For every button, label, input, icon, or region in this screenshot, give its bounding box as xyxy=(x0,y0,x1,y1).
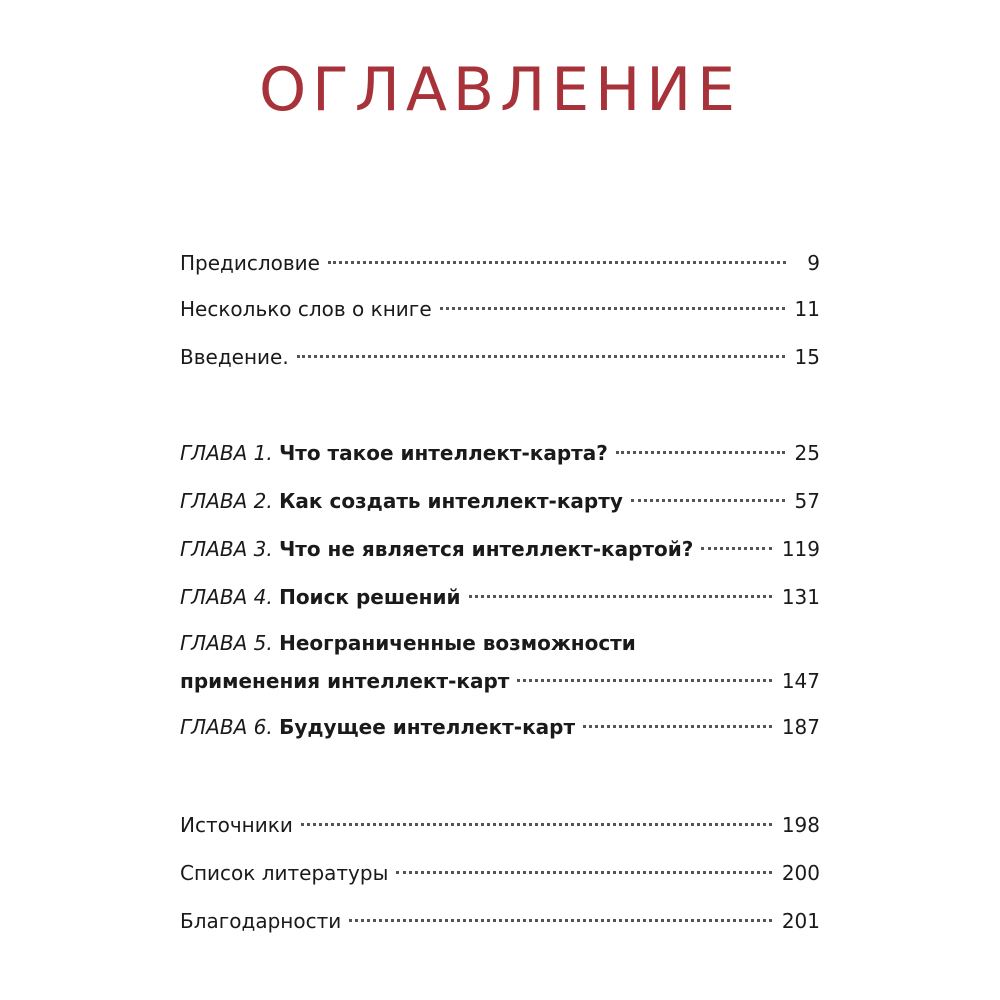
dot-leader xyxy=(517,679,771,682)
toc-entry-label xyxy=(180,486,623,516)
toc-entry-introduction[interactable] xyxy=(180,342,820,372)
toc-entry-page: 57 xyxy=(794,489,820,513)
chapter-prefix: ГЛАВА 4. xyxy=(180,585,273,609)
toc-entry-chapter-2[interactable] xyxy=(180,486,820,516)
toc-entry-page: 9 xyxy=(807,251,820,275)
toc-entry-page: 147 xyxy=(781,669,820,693)
dot-leader xyxy=(616,451,785,454)
toc-entry-page: 11 xyxy=(794,297,820,321)
toc-entry-label: Благодарности xyxy=(180,909,342,933)
toc-entry-bibliography[interactable] xyxy=(180,858,820,888)
toc-entry-label xyxy=(180,582,461,612)
dot-leader xyxy=(396,871,771,874)
dot-leader xyxy=(631,499,785,502)
toc-entry-page: 198 xyxy=(781,813,820,837)
toc-entry-label xyxy=(180,628,636,658)
toc-entry-label xyxy=(180,438,608,468)
chapter-title: Неограниченные возможности xyxy=(279,631,636,655)
chapter-title: Поиск решений xyxy=(279,585,461,609)
toc-entry-about-book[interactable] xyxy=(180,294,820,324)
toc-entry-chapter-5-line-1[interactable] xyxy=(180,628,820,658)
toc-entry-page: 25 xyxy=(794,441,820,465)
toc-entry-acknowledgements[interactable] xyxy=(180,906,820,936)
chapter-title-continuation: применения интеллект-карт xyxy=(180,669,510,693)
dot-leader xyxy=(301,823,772,826)
toc-entry-chapter-6[interactable] xyxy=(180,712,820,742)
toc-entry-label xyxy=(180,534,693,564)
chapter-prefix: ГЛАВА 2. xyxy=(180,489,273,513)
toc-entry-page: 201 xyxy=(781,909,820,933)
toc-entry-chapter-3[interactable] xyxy=(180,534,820,564)
chapter-prefix: ГЛАВА 3. xyxy=(180,537,273,561)
toc-entry-chapter-1[interactable] xyxy=(180,438,820,468)
toc-entry-chapter-5-line-2[interactable] xyxy=(180,666,820,696)
chapter-title: Как создать интеллект-карту xyxy=(279,489,623,513)
toc-entry-label xyxy=(180,712,575,742)
toc-entry-page: 119 xyxy=(781,537,820,561)
dot-leader xyxy=(440,307,785,310)
toc-entry-sources[interactable] xyxy=(180,810,820,840)
toc-entry-label: Список литературы xyxy=(180,861,389,885)
dot-leader xyxy=(701,547,771,550)
chapter-title: Будущее интеллект-карт xyxy=(279,715,576,739)
toc-entry-preface[interactable] xyxy=(180,248,820,278)
chapter-title: Что такое интеллект-карта? xyxy=(279,441,608,465)
toc-entry-page: 187 xyxy=(781,715,820,739)
chapter-title: Что не является интеллект-картой? xyxy=(279,537,694,561)
chapter-prefix: ГЛАВА 1. xyxy=(180,441,273,465)
toc-entry-label: Источники xyxy=(180,813,293,837)
toc-entry-page: 131 xyxy=(781,585,820,609)
dot-leader xyxy=(583,725,772,728)
chapter-prefix: ГЛАВА 6. xyxy=(180,715,273,739)
chapter-prefix: ГЛАВА 5. xyxy=(180,631,273,655)
toc-entry-page: 15 xyxy=(794,345,820,369)
dot-leader xyxy=(297,355,785,358)
dot-leader xyxy=(469,595,772,598)
dot-leader xyxy=(328,261,786,264)
dot-leader xyxy=(349,919,772,922)
toc-entry-label: Введение. xyxy=(180,345,289,369)
toc-entry-label: Предисловие xyxy=(180,251,320,275)
page-title: ОГЛАВЛЕНИЕ xyxy=(258,55,742,125)
toc-entry-chapter-4[interactable] xyxy=(180,582,820,612)
toc-entry-page: 200 xyxy=(781,861,820,885)
toc-entry-label: Несколько слов о книге xyxy=(180,297,432,321)
